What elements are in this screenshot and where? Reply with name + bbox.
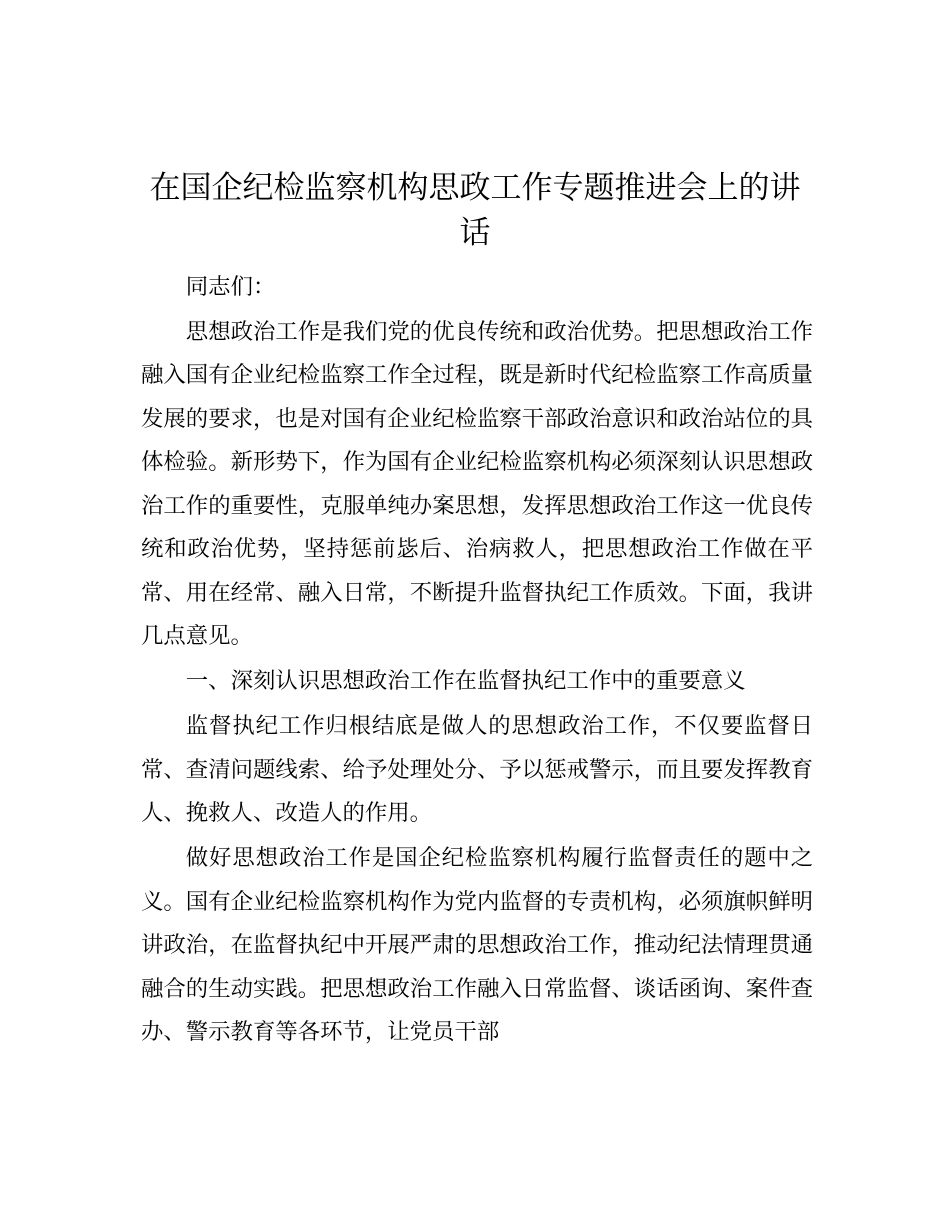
document-title: 在国企纪检监察机构思政工作专题推进会上的讲话 xyxy=(149,170,801,251)
body-paragraph: 做好思想政治工作是国企纪检监察机构履行监督责任的题中之义。国有企业纪检监察机构作为党内监督的专责机构，必须旗帜鲜明讲政治，在监督执纪中开展严肃的思想政治工作，推动纪法情理贯通融合的生动实践。把思想政治工作融入日常监督、谈话函询、案件查办、警示教育等各环节，让党员干部 xyxy=(141,845,813,1046)
body-paragraph: 思想政治工作是我们党的优良传统和政治优势。把思想政治工作融入国有企业纪检监察工作全过程，既是新时代纪检监察工作高质量发展的要求，也是对国有企业纪检监察干部政治意识和政治站位的具体检验。新形势下，作为国有企业纪检监察机构必须深刻认识思想政治工作的重要性，克服单纯办案思想，发挥思想政治工作这一优良传统和政治优势，坚持惩前毖后、治病救人，把思想政治工作做在平常、用在经常、融入日常，不断提升监督执纪工作质效。下面，我讲几点意见。 xyxy=(141,318,813,650)
section-heading: 一、深刻认识思想政治工作在监督执纪工作中的重要意义 xyxy=(185,668,746,695)
body-paragraph: 监督执纪工作归根结底是做人的思想政治工作，不仅要监督日常、查清问题线索、给予处理处分、予以惩戒警示，而且要发挥教育人、挽救人、改造人的作用。 xyxy=(141,713,813,827)
document-body xyxy=(141,266,813,1055)
salutation: 同志们： xyxy=(185,274,276,300)
